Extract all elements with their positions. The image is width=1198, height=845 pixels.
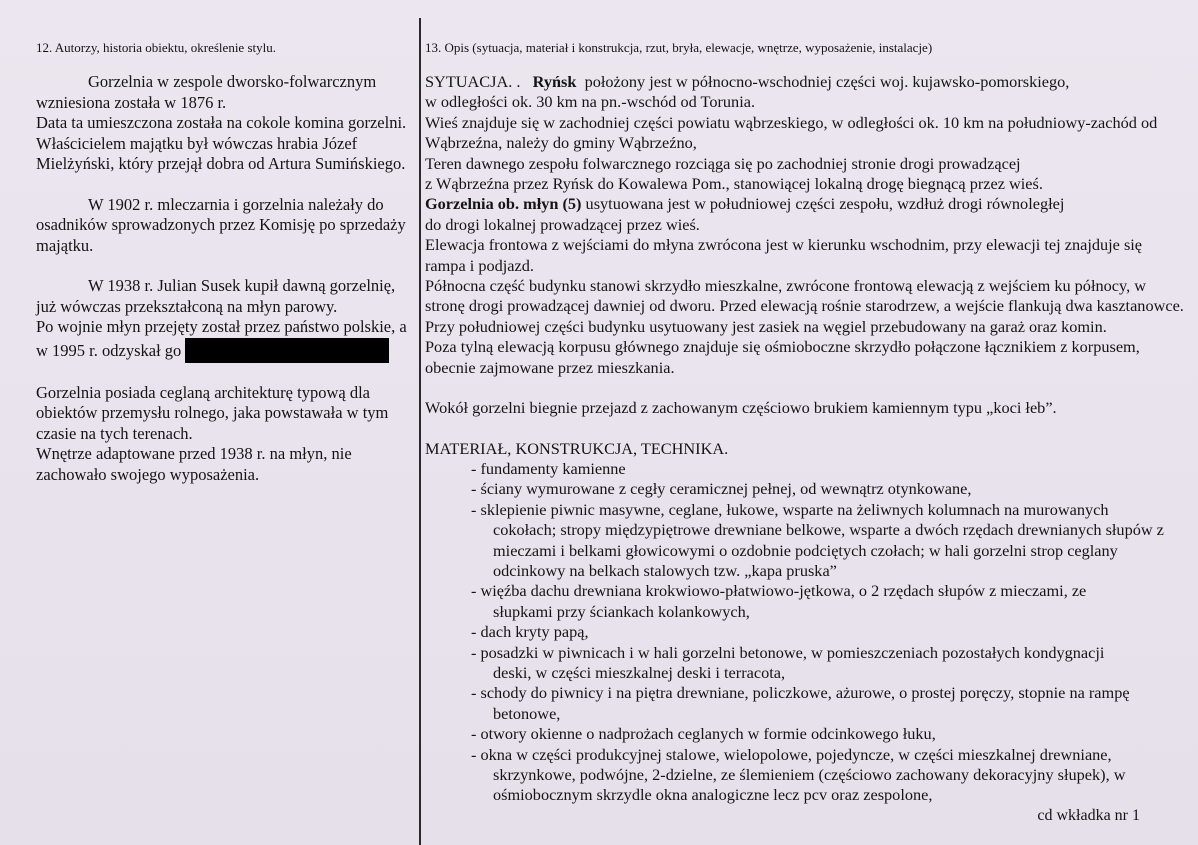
history-paragraph-5: [36, 317, 408, 363]
list-item: - ściany wymurowane z cegły ceramicznej pełnej, od wewnątrz otynkowane,: [471, 479, 972, 499]
building-name: Gorzelnia ob. młyn (5): [425, 194, 582, 214]
situation-line-1: [425, 72, 1185, 92]
material-header: MATERIAŁ, KONSTRUKCJA, TECHNIKA.: [425, 438, 729, 458]
list-item: - posadzki w piwnicach i w hali gorzelni betonowe, w pomieszczeniach pozostałych kondygnacji deski, w części mieszkalnej deski i terracota,: [471, 642, 1105, 682]
list-item: - otwory okienne o nadprożach ceglanych w formie odcinkowego łuku,: [471, 724, 936, 744]
situation-label: SYTUACJA. .: [425, 72, 521, 91]
situation-line-3a: Teren dawnego zespołu folwarcznego rozciąga się po zachodniej stronie drogi prowadzącej: [425, 153, 1021, 173]
situation-line-1b: w odległości ok. 30 km na pn.-wschód od Torunia.: [425, 92, 756, 112]
situation-text-1a: położony jest w północno-wschodniej części woj. kujawsko-pomorskiego,: [584, 72, 1070, 91]
history-paragraph-1: Gorzelnia w zespole dworsko-folwarcznym wzniesiona została w 1876 r.: [36, 72, 377, 112]
situation-paragraph-5: Elewacja frontowa z wejściami do młyna zwrócona jest w kierunku wschodnim, przy elewacji tej znajduje się rampa i podjazd.: [425, 235, 1143, 275]
list-item: - więźba dachu drewniana krokwiowo-płatwiowo-jętkowa, o 2 rzędach słupów z mieczami, ze słupkami przy ściankach kolankowych,: [471, 581, 1087, 621]
situation-text-4a: usytuowana jest w południowej części zespołu, wzdłuż drogi równoległej: [585, 194, 1065, 214]
history-paragraph-3: W 1902 r. mleczarnia i gorzelnia należały do osadników sprowadzonych przez Komisję po sprzedaży majątku.: [36, 194, 406, 255]
column-divider: [419, 18, 421, 845]
left-column: [36, 40, 408, 485]
situation-line-3b: z Wąbrzeźna przez Ryńsk do Kowalewa Pom., stanowiącej lokalną drogę biegnącą przez wieś.: [425, 174, 1043, 194]
redaction-box: [185, 338, 389, 363]
section-13-header: 13. Opis (sytuacja, materiał i konstrukcja, rzut, bryła, elewacje, wnętrze, wyposażenie, instalacje): [425, 40, 933, 55]
history-paragraph-7: Wnętrze adaptowane przed 1938 r. na młyn, nie zachowało swojego wyposażenia.: [36, 444, 352, 484]
list-item: - schody do piwnicy i na piętra drewniane, policzkowe, ażurowe, o prostej poręczy, stopnie na rampę betonowe,: [471, 683, 1130, 723]
history-paragraph-4: W 1938 r. Julian Susek kupił dawną gorzelnię, już wówczas przekształconą na młyn parowy.: [36, 276, 396, 316]
situation-paragraph-6: Północna część budynku stanowi skrzydło mieszkalne, zwrócone frontową elewacją z wejściem ku północy, w stronę drogi prowadzącej dawniej od dworu. Przed elewacją rośnie starodrzew, a wejście flankują dwa kasztanowce.: [425, 276, 1184, 316]
continuation-note: cd wkładka nr 1: [1037, 807, 1140, 824]
material-list: [425, 459, 1185, 806]
situation-paragraph-9: Wokół gorzelni biegnie przejazd z zachowanym częściowo brukiem kamiennym typu „koci łeb”.: [425, 398, 1057, 418]
situation-line-4b: do drogi lokalnej prowadzącej przez wieś.: [425, 214, 700, 234]
history-paragraph-6: Gorzelnia posiada ceglaną architekturę typową dla obiektów przemysłu rolnego, jaka powstawała w tym czasie na tych terenach.: [36, 382, 389, 443]
section-12-header: 12. Autorzy, historia obiektu, określenie stylu.: [36, 40, 276, 55]
situation-paragraph-8: Poza tylną elewacją korpusu głównego znajduje się ośmioboczne skrzydło połączone łącznikiem z korpusem, obecnie zajmowane przez mieszkania.: [425, 337, 1140, 377]
situation-line-4: [425, 194, 1185, 214]
situation-paragraph-7: Przy południowej części budynku usytuowany jest zasiek na węgiel przebudowany na garaż oraz komin.: [425, 316, 1107, 336]
history-paragraph-2: Data ta umieszczona została na cokole komina gorzelni. Właścicielem majątku był wówczas hrabia Józef Mielżyński, który przejął dobra od Artura Sumińskiego.: [36, 113, 407, 173]
history-paragraph-5-text: Po wojnie młyn przejęty został przez państwo polskie, a w 1995 r. odzyskał go: [36, 317, 407, 360]
list-item: - fundamenty kamienne: [471, 458, 626, 478]
list-item: - okna w części produkcyjnej stalowe, wielopolowe, pojedyncze, w części mieszkalnej drewniane, skrzynkowe, podwójne, 2-dzielne, ze ślemieniem (częściowo zachowany dekoracyjny słupek), w ośmiobocznym skrzydle okna analogiczne lecz pcv oraz zespolone,: [471, 744, 1126, 805]
situation-paragraph-2: Wieś znajduje się w zachodniej części powiatu wąbrzeskiego, w odległości ok. 10 km na południowy-zachód od Wąbrzeźna, należy do gminy Wąbrzeźno,: [425, 112, 1158, 153]
list-item: - dach kryty papą,: [471, 622, 589, 642]
place-name: Ryńsk: [532, 72, 577, 91]
right-column: [425, 40, 1185, 806]
list-item: - sklepienie piwnic masywne, ceglane, łukowe, wsparte na żeliwnych kolumnach na murowanych cokołach; stropy międzypiętrowe drewniane belkowe, wsparte a dwóch rzędach drewnianych słupów z mieczami i belkami głowicowymi o ozdobnie podciętych czołach; w hali gorzelni strop ceglany odcinkowy na belkach stalowych tzw. „kapa pruska”: [471, 499, 1164, 580]
